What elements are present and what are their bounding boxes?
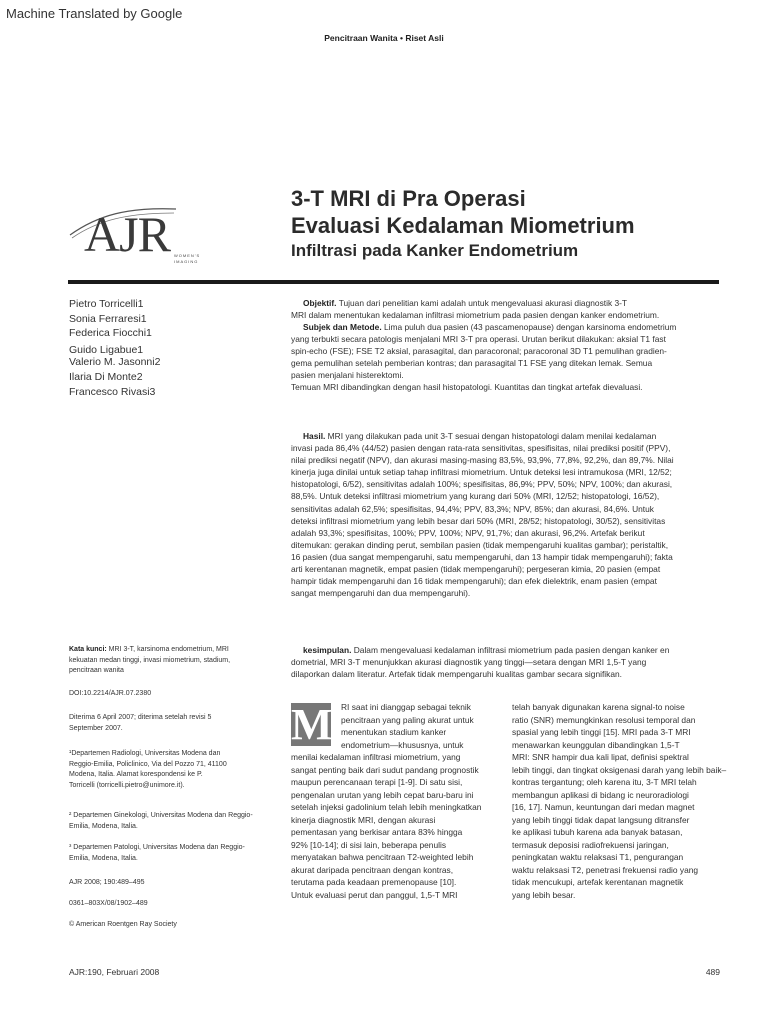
text-line: setelah injeksi gadolinium telah lebih meningkatkan [291, 802, 482, 812]
text-line: [16, 17]. Namun, keuntungan dari medan magnet [512, 802, 695, 812]
text-line: spin-echo (FSE); FSE T2 aksial, parasagital, dan paracoronal; paracoronal 3D T1 pemulihan gradien- [291, 346, 667, 357]
text-line: menentukan stadium kanker [341, 727, 447, 737]
text-line: telah banyak digunakan karena signal-to noise [512, 702, 685, 712]
title-line: 3-T MRI di Pra Operasi [291, 186, 526, 211]
body-column-1 [291, 701, 503, 901]
text-line: maupun perencanaan terapi [1-9]. Di satu sisi, [291, 777, 463, 787]
text-line: yang terbukti secara patologis menjalani MRI 3-T pra operasi. Urutan berikut dilakukan: aksial T1 fast [291, 334, 666, 345]
text-line: MRI dalam menentukan kedalaman infiltrasi miometrium pada pasien dengan kanker endometrium. [291, 310, 660, 321]
text-line: Untuk evaluasi perut dan panggul, 1,5-T MRI [291, 889, 458, 900]
body-column-2 [512, 701, 762, 901]
text-line: 92% [10-14]; di sisi lain, beberapa penulis [291, 839, 447, 850]
text-line: spasial yang lebih tinggi [15]. MRI pada 3-T MRI [512, 727, 691, 737]
text-line: sangat penting baik dari sudut pandang prognostik [291, 764, 479, 775]
section-label: Hasil. [303, 431, 326, 441]
text-line: tidak mencukupi, artefak kerentanan magnetik [512, 877, 684, 887]
section-label: kesimpulan. [303, 645, 352, 655]
text-line: kekuatan medan tinggi, invasi miometrium, stadium, [69, 656, 231, 664]
text-line: ¹Departemen Radiologi, Universitas Modena dan [69, 750, 221, 757]
text-line: waktu relaksasi T2, penetrasi frekuensi radio yang [512, 864, 699, 875]
issn: 0361–803X/08/1902–489 [69, 900, 148, 907]
text-line: endometrium—khususnya, untuk [341, 739, 464, 750]
text-line: pasien menjalani histerektomi. [291, 370, 404, 381]
text-line: yang lebih besar. [512, 889, 576, 900]
author-name: Guido Ligabue1 [69, 343, 144, 356]
abstract-objective [291, 297, 719, 321]
text-line: Dalam mengevaluasi kedalaman infiltrasi miometrium pada pasien dengan kanker en [351, 645, 670, 655]
text-line: Emilia, Modena, Italia. [69, 854, 138, 862]
page-number: 489 [705, 967, 720, 977]
keywords-label: Kata kunci: [69, 646, 107, 653]
journal-logo [68, 205, 201, 275]
text-line: Temuan MRI dibandingkan dengan hasil histopatologi. Kuantitas dan tingkat artefak dievaluasi. [291, 382, 643, 393]
abstract-subjects-methods [291, 321, 719, 394]
text-line: kinerja diagnostik MRI, dengan akurasi [291, 814, 436, 825]
text-line: pencitraan wanita [69, 667, 124, 675]
text-line: ² Departemen Ginekologi, Universitas Modena dan Reggio- [69, 812, 253, 819]
text-line: September 2007. [69, 724, 123, 732]
text-line: 16 pasien (dua sangat mempengaruhi, satu mempengaruhi, dan 13 hampir tidak mempengaruhi); fakta [291, 551, 673, 562]
machine-translation-banner: Machine Translated by Google [6, 6, 183, 21]
abstract-results [291, 430, 719, 599]
text-line: lebih tinggi, dan tingkat oksigenasi darah yang lebih baik– [512, 764, 727, 775]
text-line: peningkatan waktu relaksasi T1, pengurangan [512, 852, 684, 862]
doi: DOI:10.2214/AJR.07.2380 [69, 690, 152, 697]
text-line: hampir tidak mempengaruhi dan 16 tidak mempengaruhi); dan efek dielektrik, enam pasien (empat [291, 576, 657, 587]
abstract-conclusion [291, 644, 719, 680]
text-line: pengenalan urutan yang lebih cepat baru-baru ini [291, 789, 474, 800]
text-line: menilai kedalaman infiltrasi miometrium, yang [291, 752, 461, 762]
text-line: Torricelli (torricelli.pietro@unimore.it). [69, 781, 185, 789]
logo-text: AJR [84, 206, 170, 262]
text-line: MRI 3-T, karsinoma endometrium, MRI [106, 646, 229, 653]
text-line: Lima puluh dua pasien (43 pascamenopause) dengan karsinoma endometrium [381, 322, 677, 332]
text-line: yang lebih tinggi tidak dapat langsung ditransfer [512, 814, 690, 825]
author-name: Sonia Ferraresi1 [69, 312, 147, 325]
footer-journal-info: AJR:190, Februari 2008 [69, 967, 160, 977]
section-label: Objektif. [303, 298, 337, 308]
text-line: MRI yang dilakukan pada unit 3-T sesuai dengan histopatologi dalam menilai kedalaman [325, 431, 657, 441]
text-line: Reggio-Emilia, Policlinico, Via del Pozzo 71, 41100 [69, 760, 227, 768]
text-line: dometrial, MRI 3-T menunjukkan akurasi diagnostik yang tinggi—setara dengan MRI 1,5-T yang [291, 657, 647, 668]
text-line: kontras tergantung; oleh karena itu, 3-T MRI telah [512, 777, 697, 787]
text-line: Tujuan dari penelitian kami adalah untuk mengevaluasi akurasi diagnostik 3-T [336, 298, 628, 308]
text-line: invasi pada 86,4% (44/52) pasien dengan rata-rata sensitivitas, spesifisitas, nilai prediksi positif (PPV), [291, 443, 671, 454]
text-line: pencitraan yang paling akurat untuk [341, 714, 474, 725]
drop-cap: M [291, 700, 333, 749]
text-line: Diterima 6 April 2007; diterima setelah revisi 5 [69, 714, 212, 721]
section-label: Subjek dan Metode. [303, 322, 382, 332]
keywords [69, 645, 269, 677]
text-line: nilai prediksi negatif (NPV), dan akurasi masing-masing 83,5%, 93,9%, 77,8%, 92,2%, dan 89,7%. Nilai [291, 455, 674, 466]
text-line: menyatakan bahwa pencitraan T2-weighted lebih [291, 852, 474, 862]
text-line: kinerja juga dinilai untuk setiap tahap infiltrasi miometrium. Untuk deteksi lesi intramukosa (MRI, 12/52; [291, 467, 672, 478]
text-line: terutama pada keadaan premenopause [10]. [291, 877, 457, 887]
text-line: pementasan yang berkisar antara 83% hingga [291, 827, 463, 837]
article-subtitle: Infiltrasi pada Kanker Endometrium [291, 241, 579, 260]
copyright: © American Roentgen Ray Society [69, 921, 177, 928]
affiliation-3 [69, 843, 269, 864]
text-line: dilaporkan dalam literatur. Artefak tidak mempengaruhi kualitas gambar secara signifikan. [291, 669, 622, 680]
text-line: 88,5%. Untuk deteksi infiltrasi miometrium yang kurang dari 50% (MRI, 12/52; histopatologi, 16/52), [291, 491, 660, 502]
text-line: arti kerentanan magnetik, empat pasien (tidak mempengaruhi); pergeseran kimia, 20 pasien (empat [291, 564, 661, 575]
text-line: ke aplikasi tubuh karena ada banyak batasan, [512, 827, 683, 837]
author-list [69, 297, 160, 399]
text-line: akurat daripada pencitraan dengan kontras, [291, 864, 454, 875]
text-line: gema pemulihan setelah pemberian kontras; dan parasagital T1 FSE yang ditekan lemak. Semua [291, 358, 653, 369]
text-line: sensitivitas adalah 62,5%; spesifisitas, 94,4%; PPV, 83,3%; NPV, 85%; dan akurasi, 84,6%. Untuk [291, 503, 654, 514]
author-name: Pietro Torricelli1 [69, 298, 144, 310]
title-line: Evaluasi Kedalaman Miometrium [291, 213, 635, 238]
affiliation-1 [69, 749, 269, 791]
citation: AJR 2008; 190:489–495 [69, 879, 145, 886]
text-line: RI saat ini dianggap sebagai teknik [341, 702, 471, 712]
text-line: ³ Departemen Patologi, Universitas Modena dan Reggio- [69, 844, 245, 851]
author-name: Ilaria Di Monte2 [69, 370, 143, 383]
text-line: deteksi infiltrasi miometrium yang lebih besar dari 50% (MRI, 28/52; histopatologi, 30/52), sensitivitas [291, 515, 666, 526]
text-line: ditemukan: gerakan dinding perut, sembilan pasien (tidak mempengaruhi kualitas gambar); peristaltik, [291, 539, 669, 550]
received-dates [69, 713, 269, 734]
author-name: Valerio M. Jasonni2 [69, 356, 161, 369]
text-line: Modena, Italia. Alamat korespondensi ke P. [69, 771, 203, 779]
affiliation-2 [69, 811, 269, 832]
title-rule [68, 280, 719, 284]
text-line: MRI: SNR hampir dua kali lipat, definisi spektral [512, 752, 689, 762]
text-line: membangun aplikasi di bidang ic neuroradiologi [512, 789, 689, 800]
running-head: Pencitraan Wanita • Riset Asli [324, 33, 444, 43]
article-title [291, 185, 635, 239]
author-name: Francesco Rivasi3 [69, 385, 156, 398]
text-line: sangat mempengaruhi dan dua mempengaruhi). [291, 588, 471, 599]
author-name: Federica Fiocchi1 [69, 327, 152, 340]
text-line: ratio (SNR) memungkinkan resolusi temporal dan [512, 714, 696, 725]
text-line: termasuk deposisi radiofrekuensi jaringan, [512, 839, 669, 850]
text-line: histopatologi, 6/52), sensitivitas adalah 100%; spesifisitas, 86,9%; PPV, 50%; NPV, 100%; dan akurasi, [291, 479, 673, 490]
text-line: Emilia, Modena, Italia. [69, 822, 138, 830]
text-line: menawarkan keunggulan dibandingkan 1,5-T [512, 739, 680, 750]
text-line: adalah 93,3%; spesifisitas, 100%; PPV, 100%; NPV, 91,7%; dan akurasi, 96,2%. Artefak berikut [291, 527, 645, 538]
logo-subtitle: WOMEN'S IMAGING [174, 253, 201, 264]
